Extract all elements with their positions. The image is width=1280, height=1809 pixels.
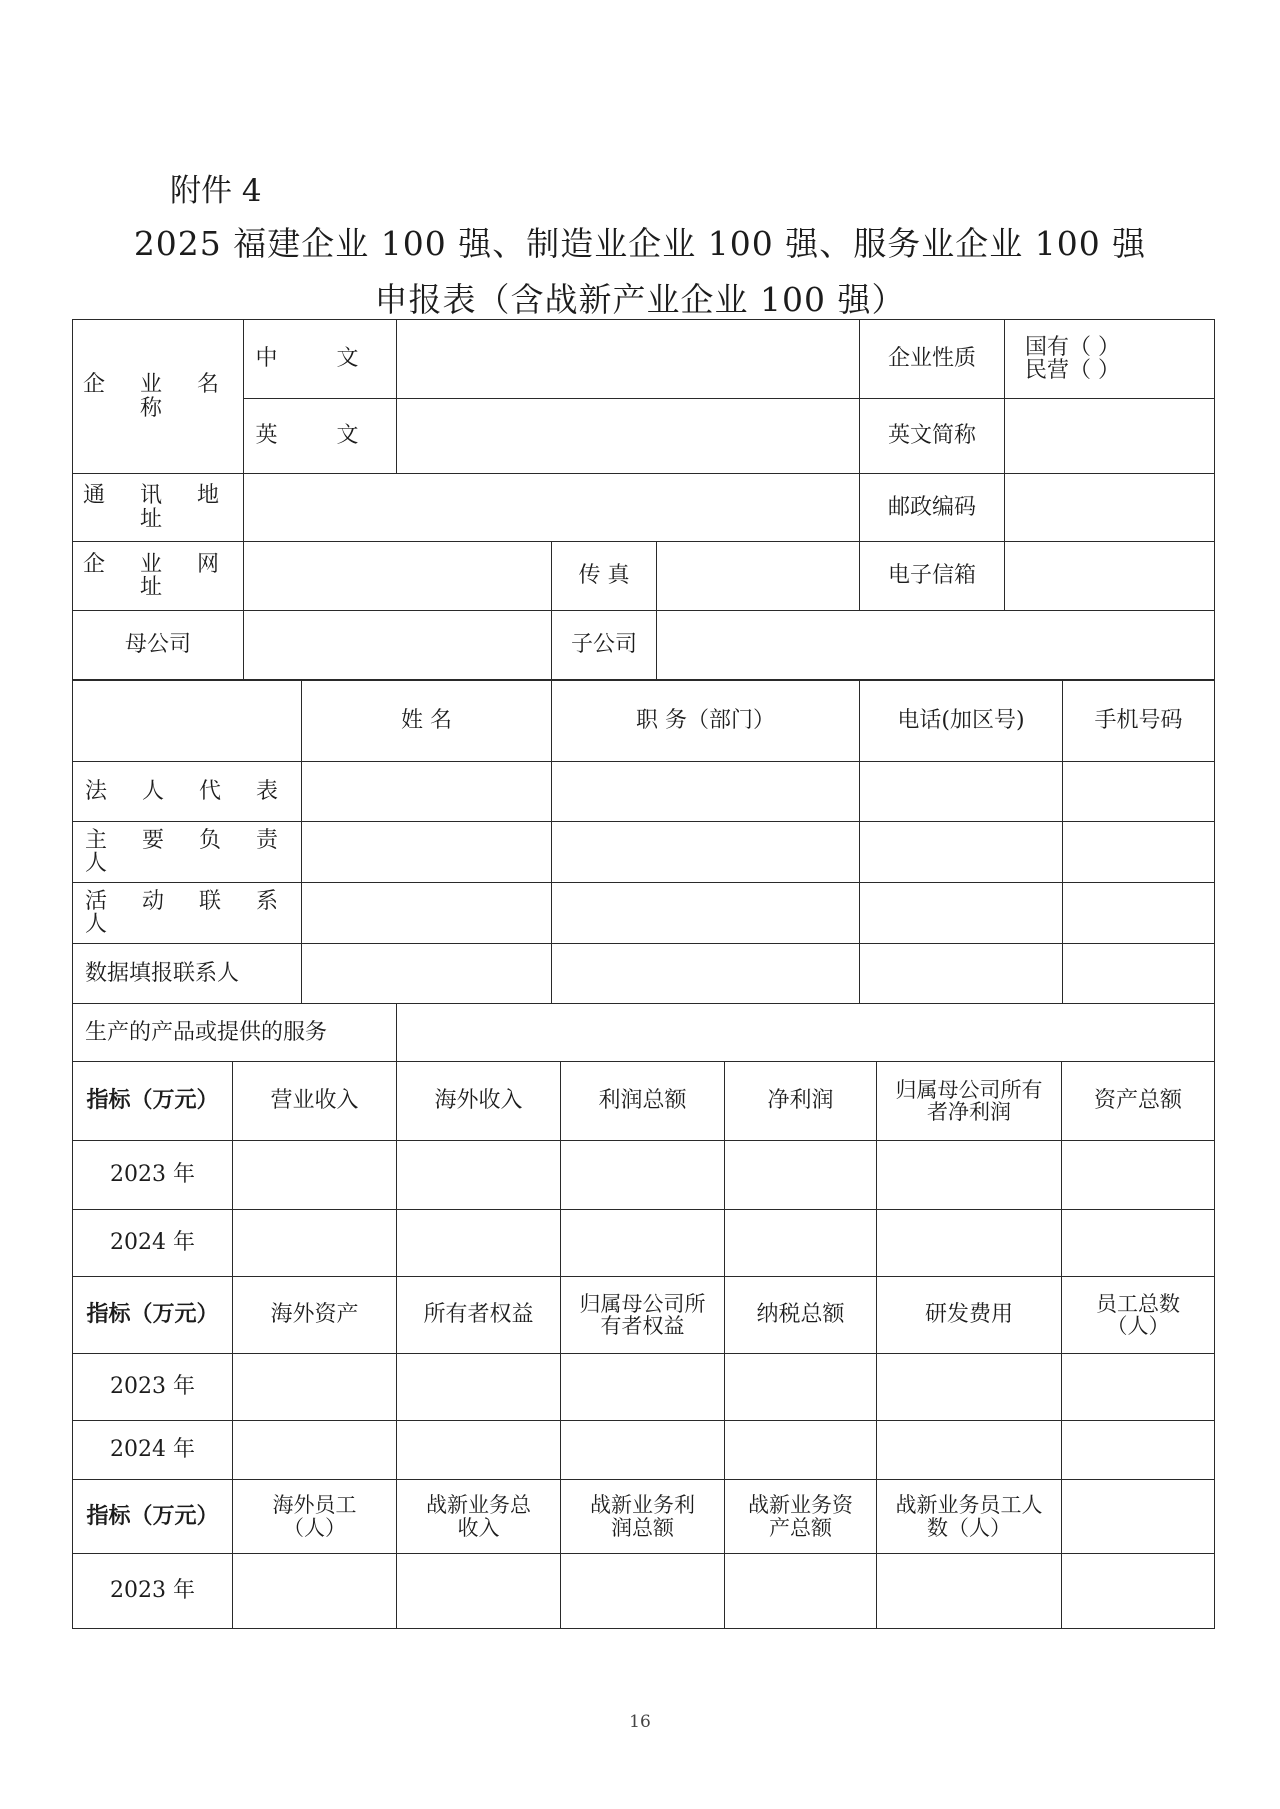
principal-label: 主 要 负 责 人 (73, 822, 302, 883)
value-cell[interactable] (877, 1141, 1062, 1210)
english-name-label: 英 文 (244, 399, 397, 474)
postcode-field[interactable] (1005, 474, 1215, 542)
value-cell[interactable] (877, 1421, 1062, 1480)
parent-company-field[interactable] (244, 611, 552, 680)
value-cell[interactable] (233, 1354, 397, 1421)
legal-rep-phone-field[interactable] (860, 762, 1063, 822)
col-revenue: 营业收入 (233, 1062, 397, 1141)
value-cell[interactable] (561, 1141, 725, 1210)
value-cell[interactable] (725, 1210, 877, 1277)
data-contact-label: 数据填报联系人 (73, 944, 302, 1004)
value-cell[interactable] (233, 1421, 397, 1480)
address-field[interactable] (244, 474, 860, 542)
col-total-employees: 员工总数（人） (1062, 1277, 1215, 1354)
value-cell[interactable] (877, 1354, 1062, 1421)
data-contact-mobile-field[interactable] (1063, 944, 1215, 1004)
company-info-table (72, 319, 1215, 680)
col-overseas-assets: 海外资产 (233, 1277, 397, 1354)
value-cell[interactable] (397, 1554, 561, 1629)
chinese-name-field[interactable] (397, 320, 860, 399)
email-field[interactable] (1005, 542, 1215, 611)
chinese-name-label: 中 文 (244, 320, 397, 399)
value-cell[interactable] (397, 1210, 561, 1277)
value-cell[interactable] (1062, 1210, 1215, 1277)
value-cell[interactable] (877, 1210, 1062, 1277)
subsidiary-field[interactable] (657, 611, 1215, 680)
col-owners-equity: 所有者权益 (397, 1277, 561, 1354)
col-parent-owners-equity: 归属母公司所有者权益 (561, 1277, 725, 1354)
value-cell[interactable] (397, 1421, 561, 1480)
col-total-assets: 资产总额 (1062, 1062, 1215, 1141)
parent-company-label: 母公司 (73, 611, 244, 680)
english-abbr-field[interactable] (1005, 399, 1215, 474)
year-label: 2024 年 (73, 1421, 233, 1480)
col-parent-net-profit: 归属母公司所有者净利润 (877, 1062, 1062, 1141)
value-cell[interactable] (233, 1141, 397, 1210)
col-blank (1062, 1480, 1215, 1554)
principal-name-field[interactable] (302, 822, 552, 883)
col-overseas-revenue: 海外收入 (397, 1062, 561, 1141)
products-label: 生产的产品或提供的服务 (73, 1004, 397, 1062)
company-nature-label: 企业性质 (860, 320, 1005, 399)
value-cell[interactable] (397, 1354, 561, 1421)
value-cell[interactable] (1062, 1554, 1215, 1629)
value-cell[interactable] (725, 1421, 877, 1480)
fax-field[interactable] (657, 542, 860, 611)
year-label: 2023 年 (73, 1554, 233, 1629)
value-cell[interactable] (725, 1354, 877, 1421)
col-rnd-expense: 研发费用 (877, 1277, 1062, 1354)
value-cell[interactable] (1062, 1354, 1215, 1421)
form-subtitle: 申报表（含战新产业企业 100 强） (374, 280, 906, 319)
website-label: 企 业 网 址 (73, 542, 244, 611)
financials-table (72, 1061, 1215, 1629)
value-cell[interactable] (1062, 1421, 1215, 1480)
value-cell[interactable] (725, 1554, 877, 1629)
company-name-label: 企 业 名 称 (73, 320, 244, 474)
nature-option-state[interactable]: 国有（ ） (1025, 334, 1120, 360)
form-title: 2025 福建企业 100 强、制造业企业 100 强、服务业企业 100 强 (133, 224, 1147, 263)
indicator-label-3: 指标（万元） (73, 1480, 233, 1554)
contacts-header-name: 姓 名 (302, 681, 552, 762)
page-number: 16 (629, 1712, 651, 1732)
year-label: 2024 年 (73, 1210, 233, 1277)
english-name-field[interactable] (397, 399, 860, 474)
value-cell[interactable] (1062, 1141, 1215, 1210)
legal-rep-name-field[interactable] (302, 762, 552, 822)
legal-rep-position-field[interactable] (552, 762, 860, 822)
value-cell[interactable] (561, 1421, 725, 1480)
address-label: 通 讯 地 址 (73, 474, 244, 542)
nature-option-private[interactable]: 民营（ ） (1025, 358, 1120, 383)
principal-position-field[interactable] (552, 822, 860, 883)
event-contact-mobile-field[interactable] (1063, 883, 1215, 944)
col-total-tax: 纳税总额 (725, 1277, 877, 1354)
company-nature-field[interactable] (1005, 320, 1215, 399)
col-strategic-assets: 战新业务资产总额 (725, 1480, 877, 1554)
col-strategic-employees: 战新业务员工人数（人） (877, 1480, 1062, 1554)
english-abbr-label: 英文简称 (860, 399, 1005, 474)
event-contact-name-field[interactable] (302, 883, 552, 944)
value-cell[interactable] (877, 1554, 1062, 1629)
data-contact-name-field[interactable] (302, 944, 552, 1004)
contacts-header-position: 职 务（部门） (552, 681, 860, 762)
indicator-label-1: 指标（万元） (73, 1062, 233, 1141)
data-contact-position-field[interactable] (552, 944, 860, 1004)
value-cell[interactable] (561, 1354, 725, 1421)
value-cell[interactable] (233, 1554, 397, 1629)
website-field[interactable] (244, 542, 552, 611)
value-cell[interactable] (233, 1210, 397, 1277)
principal-phone-field[interactable] (860, 822, 1063, 883)
subsidiary-label: 子公司 (552, 611, 657, 680)
contacts-header-mobile: 手机号码 (1063, 681, 1215, 762)
legal-rep-mobile-field[interactable] (1063, 762, 1215, 822)
event-contact-position-field[interactable] (552, 883, 860, 944)
year-label: 2023 年 (73, 1141, 233, 1210)
indicator-label-2: 指标（万元） (73, 1277, 233, 1354)
email-label: 电子信箱 (860, 542, 1005, 611)
col-net-profit: 净利润 (725, 1062, 877, 1141)
attachment-label: 附件 4 (170, 173, 262, 209)
data-contact-phone-field[interactable] (860, 944, 1063, 1004)
legal-rep-label: 法 人 代 表 (73, 762, 302, 822)
event-contact-phone-field[interactable] (860, 883, 1063, 944)
col-strategic-profit: 战新业务利润总额 (561, 1480, 725, 1554)
col-strategic-revenue: 战新业务总收入 (397, 1480, 561, 1554)
value-cell[interactable] (561, 1210, 725, 1277)
postcode-label: 邮政编码 (860, 474, 1005, 542)
value-cell[interactable] (725, 1141, 877, 1210)
col-total-profit: 利润总额 (561, 1062, 725, 1141)
fax-label: 传 真 (552, 542, 657, 611)
year-label: 2023 年 (73, 1354, 233, 1421)
contacts-header-blank (73, 681, 302, 762)
col-overseas-employees: 海外员工（人） (233, 1480, 397, 1554)
contacts-table (72, 680, 1215, 1062)
value-cell[interactable] (561, 1554, 725, 1629)
principal-mobile-field[interactable] (1063, 822, 1215, 883)
contacts-header-phone: 电话(加区号) (860, 681, 1063, 762)
value-cell[interactable] (397, 1141, 561, 1210)
products-field[interactable] (397, 1004, 1215, 1062)
event-contact-label: 活 动 联 系 人 (73, 883, 302, 944)
